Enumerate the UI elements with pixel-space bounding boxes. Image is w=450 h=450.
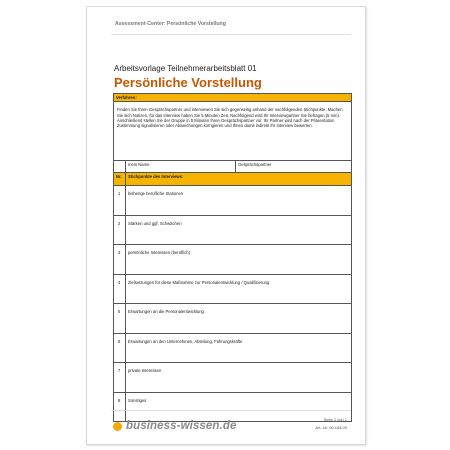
column-header-points: Stichpunkte des Interviews: (126, 173, 352, 186)
document-title: Persönliche Vorstellung (114, 75, 262, 90)
table-row[interactable] (114, 392, 352, 422)
table-row[interactable] (114, 186, 352, 216)
document-subtitle: Arbeitsvorlage Teilnehmerarbeitsblatt 01 (114, 64, 257, 73)
document-header: Assessment-Center: Persönliche Vorstellung (115, 21, 226, 27)
footer-divider (111, 410, 351, 411)
document-page (86, 6, 366, 445)
interview-form-table (113, 93, 352, 422)
name-spacer-cell (114, 161, 126, 173)
table-row[interactable] (114, 215, 352, 245)
procedure-label: Verfahren: (114, 94, 352, 102)
row-text: persönliche Interessen (beruflich) (126, 245, 352, 275)
row-text: Stärken und ggf. Schwächen (126, 215, 352, 245)
partner-cell[interactable] (236, 161, 352, 173)
table-row[interactable] (114, 245, 352, 275)
row-number: 1 (114, 186, 126, 216)
table-row[interactable] (114, 333, 352, 363)
procedure-text: Finden Sie Ihren Gesprächspartner und interviewen Sie sich gegenseitig anhand der nachfolgenden Stichpunkte. Machen Sie sich Notizen, für das Interview haben Sie 5 Minuten Zeit. Nachfolgend wird Ihr Interviewpartner Sie befragen (5 min). Anschließend stellen Sie der Gruppe in 5 Minuten Ihren Gesprächspartner vor. Ihr Partner wird nach der Präsentation Zustimmung signalisieren oder Abweichungen korrigieren und Ihnen damit indirekt Ihr Interview bewerten. (114, 102, 352, 161)
logo-dot-icon (113, 422, 122, 431)
row-text: bisherige berufliche Stationen (126, 186, 352, 216)
row-number: 3 (114, 245, 126, 275)
brand-logo (113, 420, 236, 432)
row-text: Sonstiges (126, 392, 352, 422)
article-number: Art.-Nr. 06.168.09 (315, 425, 347, 430)
table-row[interactable] (114, 304, 352, 334)
my-name-cell[interactable] (126, 161, 236, 173)
table-row[interactable] (114, 363, 352, 393)
row-number: 2 (114, 215, 126, 245)
row-text: Erwartungen an die Personalentwicklung (126, 304, 352, 334)
row-number: 8 (114, 392, 126, 422)
row-text: Zielsetzungen für diese Maßnahme zur Personalentwicklung / Qualifizierung (126, 274, 352, 304)
my-name-label: mein Name (128, 162, 150, 168)
header-divider (111, 34, 351, 35)
table-row[interactable] (114, 274, 352, 304)
page-number: Seite 1 von 1 (323, 417, 347, 422)
row-text: Erwartungen an den Unternehmen, Abteilung, Führungskräfte (126, 333, 352, 363)
partner-label: Gesprächspartner (238, 162, 272, 168)
row-number: 6 (114, 333, 126, 363)
logo-text: business-wissen.de (126, 420, 237, 432)
row-number: 7 (114, 363, 126, 393)
row-number: 5 (114, 304, 126, 334)
row-number: 4 (114, 274, 126, 304)
row-text: private Interessen (126, 363, 352, 393)
column-header-no: Nr. (114, 173, 126, 186)
